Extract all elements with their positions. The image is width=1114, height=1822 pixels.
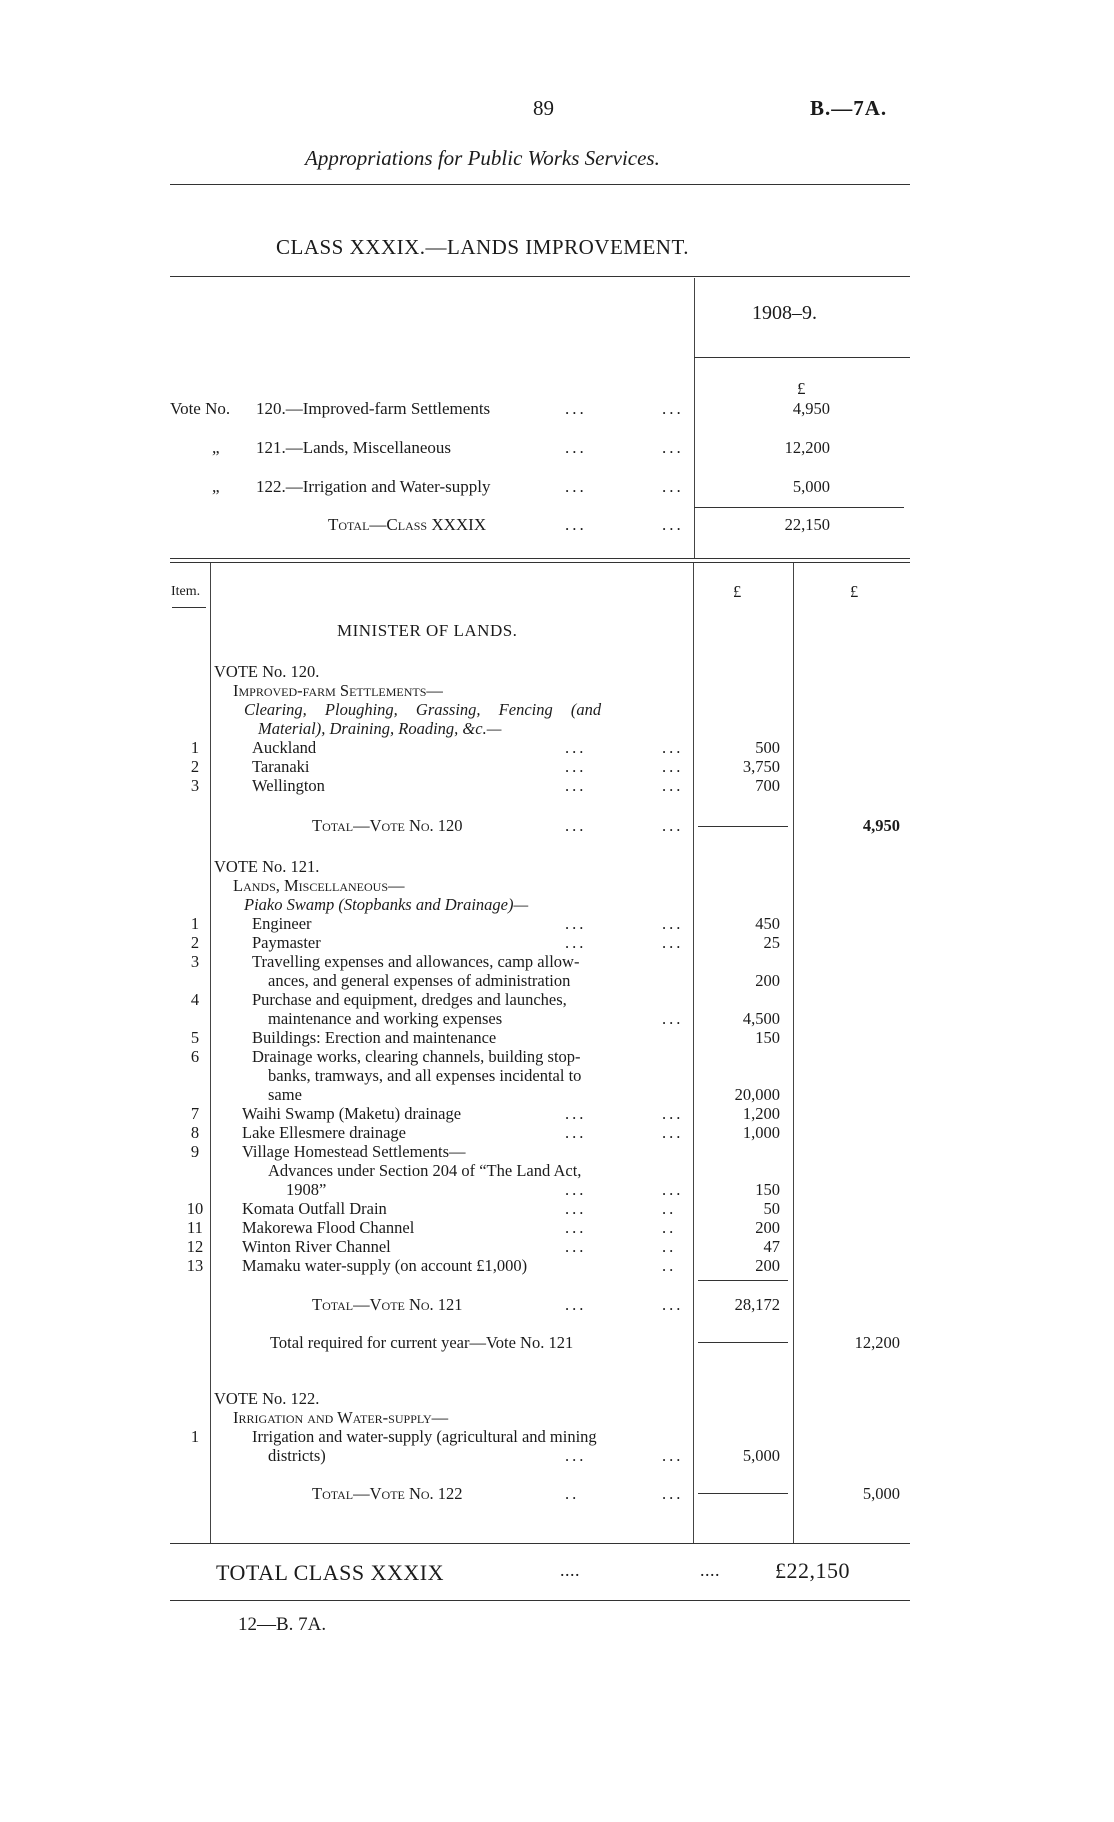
leader-dots: ...: [565, 1180, 587, 1199]
vote-required-label: Total required for current year—Vote No. 121: [270, 1333, 574, 1352]
item-label: Lake Ellesmere drainage: [242, 1123, 406, 1142]
leader-dots: ...: [565, 1123, 587, 1142]
leader-dots: ...: [565, 1237, 587, 1256]
item-number: 7: [190, 1104, 200, 1123]
item-label: Auckland: [252, 738, 317, 757]
item-label: Buildings: Erection and maintenance: [252, 1028, 497, 1047]
summary-column-rule: [694, 278, 695, 558]
summary-amount: 12,200: [784, 438, 830, 457]
item-label: Komata Outfall Drain: [242, 1199, 387, 1218]
item-amount: 1,000: [742, 1123, 780, 1142]
leader-dots: ...: [565, 757, 587, 776]
item-label: Purchase and equipment, dredges and launches,: [252, 990, 567, 1009]
item-amount: 200: [755, 1218, 780, 1237]
vote-subtotal-amount: 28,172: [734, 1295, 780, 1314]
item-amount: 700: [755, 776, 780, 795]
currency-header: £: [733, 582, 742, 601]
item-number: 2: [190, 757, 200, 776]
item-number: 9: [190, 1142, 200, 1161]
vote-subheading: Irrigation and Water-supply—: [233, 1408, 449, 1427]
summary-total-label: Total—Class XXXIX: [328, 515, 487, 534]
item-label: Waihi Swamp (Maketu) drainage: [242, 1104, 462, 1123]
class-rule: [170, 276, 910, 277]
subtotal-rule: [698, 1342, 788, 1343]
leader-dots: ...: [662, 757, 684, 776]
leader-dots: ..: [565, 1484, 580, 1503]
vote-heading: VOTE No. 121.: [214, 857, 320, 876]
subtotal-rule: [698, 1280, 788, 1281]
page-subtitle: Appropriations for Public Works Services.: [305, 146, 660, 170]
leader-dots: ...: [662, 1295, 684, 1314]
currency-header: £: [850, 582, 859, 601]
vote-description: Material), Draining, Roading, &c.—: [258, 719, 502, 738]
vote-total-amount: 4,950: [862, 816, 900, 835]
leader-dots: ...: [662, 1446, 684, 1465]
leader-dots: ...: [662, 914, 684, 933]
leader-dots: ...: [565, 914, 587, 933]
leader-dots: ...: [662, 438, 684, 457]
item-label: Engineer: [252, 914, 312, 933]
leader-dots: ...: [662, 1123, 684, 1142]
item-number: 4: [190, 990, 200, 1009]
summary-label: 120.—Improved-farm Settlements: [256, 399, 491, 418]
vote-total-label: Total—Vote No. 120: [312, 816, 463, 835]
item-label: Makorewa Flood Channel: [242, 1218, 415, 1237]
leader-dots: ..: [662, 1237, 677, 1256]
summary-label: 122.—Irrigation and Water-supply: [256, 477, 491, 496]
summary-prefix: Vote No.: [170, 399, 231, 418]
leader-dots: ...: [662, 515, 684, 534]
item-number: 2: [190, 933, 200, 952]
subtotal-rule: [698, 1493, 788, 1494]
leader-dots: ...: [565, 399, 587, 418]
item-label: Wellington: [252, 776, 325, 795]
item-label: Paymaster: [252, 933, 321, 952]
leader-dots: ....: [700, 1560, 720, 1580]
summary-prefix: „: [212, 438, 220, 457]
leader-dots: ...: [662, 477, 684, 496]
item-number: 11: [187, 1218, 203, 1237]
vote-description: Clearing, Ploughing, Grassing, Fencing (and: [244, 700, 602, 719]
item-column-rule: [210, 563, 211, 1543]
leader-dots: ...: [662, 1009, 684, 1028]
item-label-continued: same: [268, 1085, 302, 1104]
leader-dots: ...: [565, 933, 587, 952]
item-amount: 150: [755, 1028, 780, 1047]
item-number: 3: [190, 952, 200, 971]
summary-end-rule: [170, 562, 910, 563]
document-reference: B.—7A.: [810, 96, 888, 120]
summary-amount: 4,950: [792, 399, 830, 418]
amount-column-rule: [693, 563, 694, 1543]
summary-label: 121.—Lands, Miscellaneous: [256, 438, 451, 457]
item-label-continued: Advances under Section 204 of “The Land Act,: [268, 1161, 582, 1180]
item-label: Drainage works, clearing channels, building stop-: [252, 1047, 581, 1066]
leader-dots: ...: [565, 438, 587, 457]
leader-dots: ...: [662, 816, 684, 835]
vote-subheading: Lands, Miscellaneous—: [233, 876, 405, 895]
item-amount: 150: [755, 1180, 780, 1199]
item-amount: 47: [763, 1237, 780, 1256]
leader-dots: ..: [662, 1218, 677, 1237]
vote-total-label: Total—Vote No. 122: [312, 1484, 463, 1503]
header-rule: [170, 184, 910, 185]
item-header: Item.: [171, 584, 201, 599]
item-number: 8: [190, 1123, 200, 1142]
printer-signature: 12—B. 7A.: [238, 1614, 327, 1635]
item-amount: 200: [755, 971, 780, 990]
item-label: Travelling expenses and allowances, camp allow-: [252, 952, 580, 971]
item-label: Mamaku water-supply (on account £1,000): [242, 1256, 528, 1275]
item-amount: 25: [763, 933, 780, 952]
leader-dots: ..: [662, 1256, 677, 1275]
summary-end-rule: [170, 558, 910, 559]
vote-heading: VOTE No. 122.: [214, 1389, 320, 1408]
item-amount: 200: [755, 1256, 780, 1275]
grand-total-label: TOTAL CLASS XXXIX: [216, 1560, 444, 1585]
grand-total-end-rule: [170, 1600, 910, 1601]
leader-dots: ..: [662, 1199, 677, 1218]
leader-dots: ...: [662, 399, 684, 418]
total-column-rule: [793, 563, 794, 1543]
subtotal-rule: [698, 826, 788, 827]
vote-total-amount: 5,000: [862, 1484, 900, 1503]
leader-dots: ...: [565, 1218, 587, 1237]
item-number: 1: [190, 914, 200, 933]
item-number: 1: [190, 738, 200, 757]
summary-amount: 5,000: [792, 477, 830, 496]
item-label-continued: maintenance and working expenses: [268, 1009, 503, 1028]
leader-dots: ...: [565, 477, 587, 496]
item-number: 1: [190, 1427, 200, 1446]
item-number: 6: [190, 1047, 200, 1066]
leader-dots: ...: [565, 1199, 587, 1218]
leader-dots: ...: [565, 816, 587, 835]
item-number: 10: [186, 1199, 204, 1218]
vote-required-amount: 12,200: [854, 1333, 900, 1352]
item-amount: 20,000: [734, 1085, 780, 1104]
leader-dots: ...: [565, 1446, 587, 1465]
grand-total-rule: [170, 1543, 910, 1544]
leader-dots: ...: [662, 1180, 684, 1199]
item-amount: 500: [755, 738, 780, 757]
item-label-continued: 1908”: [286, 1180, 327, 1199]
item-label-continued: ances, and general expenses of administration: [268, 971, 571, 990]
vote-total-label: Total—Vote No. 121: [312, 1295, 463, 1314]
summary-currency: £: [797, 379, 806, 398]
item-number: 3: [190, 776, 200, 795]
minister-heading: MINISTER OF LANDS.: [337, 621, 518, 640]
leader-dots: ...: [662, 933, 684, 952]
item-label-continued: banks, tramways, and all expenses incidental to: [268, 1066, 582, 1085]
item-label-continued: districts): [268, 1446, 326, 1465]
item-amount: 1,200: [742, 1104, 780, 1123]
item-amount: 5,000: [742, 1446, 780, 1465]
summary-prefix: „: [212, 477, 220, 496]
leader-dots: ...: [662, 738, 684, 757]
vote-subheading: Improved-farm Settlements—: [233, 681, 443, 700]
summary-year: 1908–9.: [752, 302, 817, 324]
item-header-rule: [172, 607, 206, 608]
grand-total-amount: £22,150: [775, 1558, 850, 1583]
leader-dots: ...: [662, 776, 684, 795]
leader-dots: ...: [565, 1104, 587, 1123]
summary-total-rule: [694, 507, 904, 508]
vote-description: Piako Swamp (Stopbanks and Drainage)—: [244, 895, 529, 914]
leader-dots: ....: [560, 1560, 580, 1580]
item-label: Taranaki: [252, 757, 310, 776]
summary-total-amount: 22,150: [784, 515, 830, 534]
leader-dots: ...: [565, 515, 587, 534]
leader-dots: ...: [565, 738, 587, 757]
item-label: Village Homestead Settlements—: [242, 1142, 466, 1161]
page-number: 89: [533, 96, 554, 120]
summary-year-rule: [694, 357, 910, 358]
item-amount: 50: [763, 1199, 780, 1218]
item-number: 5: [190, 1028, 200, 1047]
leader-dots: ...: [662, 1484, 684, 1503]
leader-dots: ...: [565, 1295, 587, 1314]
leader-dots: ...: [565, 776, 587, 795]
item-number: 12: [186, 1237, 204, 1256]
class-heading: CLASS XXXIX.—LANDS IMPROVEMENT.: [276, 235, 689, 259]
item-amount: 4,500: [742, 1009, 780, 1028]
item-number: 13: [186, 1256, 204, 1275]
item-label: Winton River Channel: [242, 1237, 391, 1256]
leader-dots: ...: [662, 1104, 684, 1123]
vote-heading: VOTE No. 120.: [214, 662, 320, 681]
item-amount: 3,750: [742, 757, 780, 776]
item-label: Irrigation and water-supply (agricultural and mining: [252, 1427, 597, 1446]
item-amount: 450: [755, 914, 780, 933]
